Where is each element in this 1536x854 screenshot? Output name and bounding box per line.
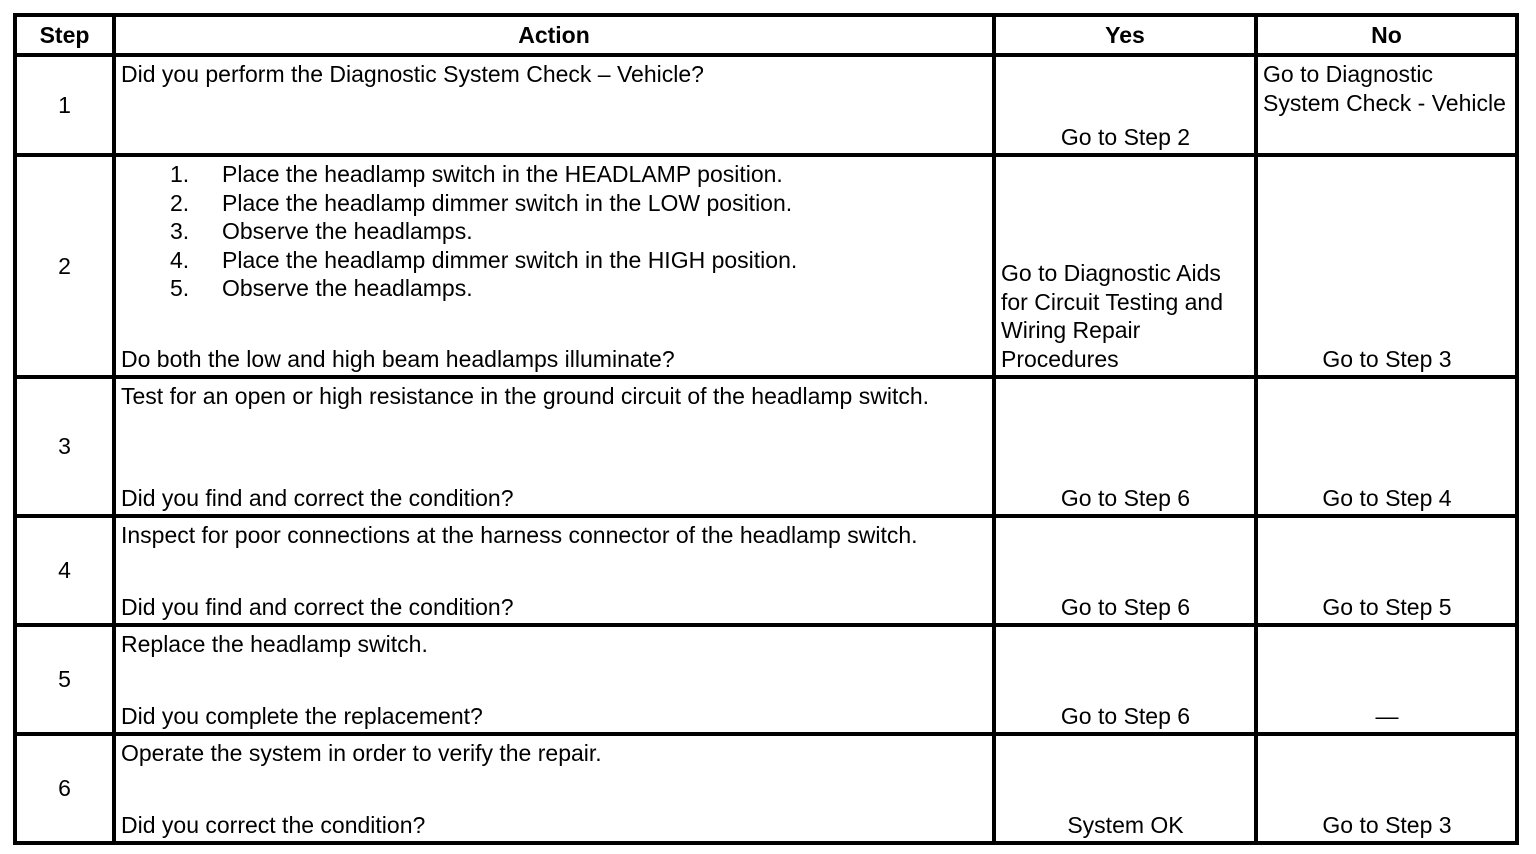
table-row bbox=[15, 155, 1517, 377]
header-action: Action bbox=[114, 15, 994, 55]
no-cell: Go to Step 5 bbox=[1256, 516, 1517, 625]
substep-list bbox=[121, 160, 988, 303]
no-cell: — bbox=[1256, 625, 1517, 734]
no-cell: Go to Step 3 bbox=[1256, 155, 1517, 377]
action-text: Did you perform the Diagnostic System Check – Vehicle? bbox=[121, 61, 704, 87]
action-cell bbox=[114, 155, 994, 377]
substep-item: 1. Place the headlamp switch in the HEADLAMP position. bbox=[170, 161, 783, 187]
action-text: Inspect for poor connections at the harness connector of the headlamp switch. bbox=[121, 522, 918, 548]
no-cell: Go to Step 4 bbox=[1256, 377, 1517, 516]
action-question: Did you correct the condition? bbox=[121, 811, 426, 838]
step-number: 6 bbox=[15, 734, 114, 843]
yes-cell: Go to Step 6 bbox=[994, 516, 1256, 625]
step-number: 5 bbox=[15, 625, 114, 734]
substep-item: 4. Place the headlamp dimmer switch in the HIGH position. bbox=[170, 246, 798, 273]
no-cell: Go to Step 3 bbox=[1256, 734, 1517, 843]
action-cell bbox=[114, 734, 994, 843]
action-question: Did you complete the replacement? bbox=[121, 702, 483, 729]
action-question: Did you find and correct the condition? bbox=[121, 484, 514, 511]
yes-cell: Go to Step 6 bbox=[994, 625, 1256, 734]
action-text: Operate the system in order to verify the repair. bbox=[121, 740, 602, 766]
action-cell bbox=[114, 377, 994, 516]
step-number: 1 bbox=[15, 55, 114, 155]
action-question: Did you find and correct the condition? bbox=[121, 593, 514, 620]
step-number: 4 bbox=[15, 516, 114, 625]
action-cell bbox=[114, 55, 994, 155]
action-question: Do both the low and high beam headlamps illuminate? bbox=[121, 345, 675, 372]
yes-cell: Go to Step 2 bbox=[994, 55, 1256, 155]
header-step: Step bbox=[15, 15, 114, 55]
table-row bbox=[15, 625, 1517, 734]
yes-cell: Go to Step 6 bbox=[994, 377, 1256, 516]
action-cell bbox=[114, 516, 994, 625]
yes-cell: Go to Diagnostic Aids for Circuit Testing and Wiring Repair Procedures bbox=[994, 155, 1256, 377]
header-no: No bbox=[1256, 15, 1517, 55]
substep-item: 3. Observe the headlamps. bbox=[170, 218, 473, 244]
table-row bbox=[15, 377, 1517, 516]
step-number: 2 bbox=[15, 155, 114, 377]
step-number: 3 bbox=[15, 377, 114, 516]
table-row bbox=[15, 734, 1517, 843]
substep-item: 2. Place the headlamp dimmer switch in the LOW position. bbox=[170, 189, 793, 216]
substep-item: 5. Observe the headlamps. bbox=[170, 275, 473, 301]
action-text: Replace the headlamp switch. bbox=[121, 631, 428, 657]
header-row bbox=[15, 15, 1517, 55]
diagnostic-table bbox=[13, 13, 1519, 845]
table-row bbox=[15, 55, 1517, 155]
no-cell: Go to Diagnostic System Check - Vehicle bbox=[1256, 55, 1517, 155]
table-row bbox=[15, 516, 1517, 625]
action-text: Test for an open or high resistance in the ground circuit of the headlamp switch. bbox=[121, 383, 930, 409]
header-yes: Yes bbox=[994, 15, 1256, 55]
action-cell bbox=[114, 625, 994, 734]
yes-cell: System OK bbox=[994, 734, 1256, 843]
